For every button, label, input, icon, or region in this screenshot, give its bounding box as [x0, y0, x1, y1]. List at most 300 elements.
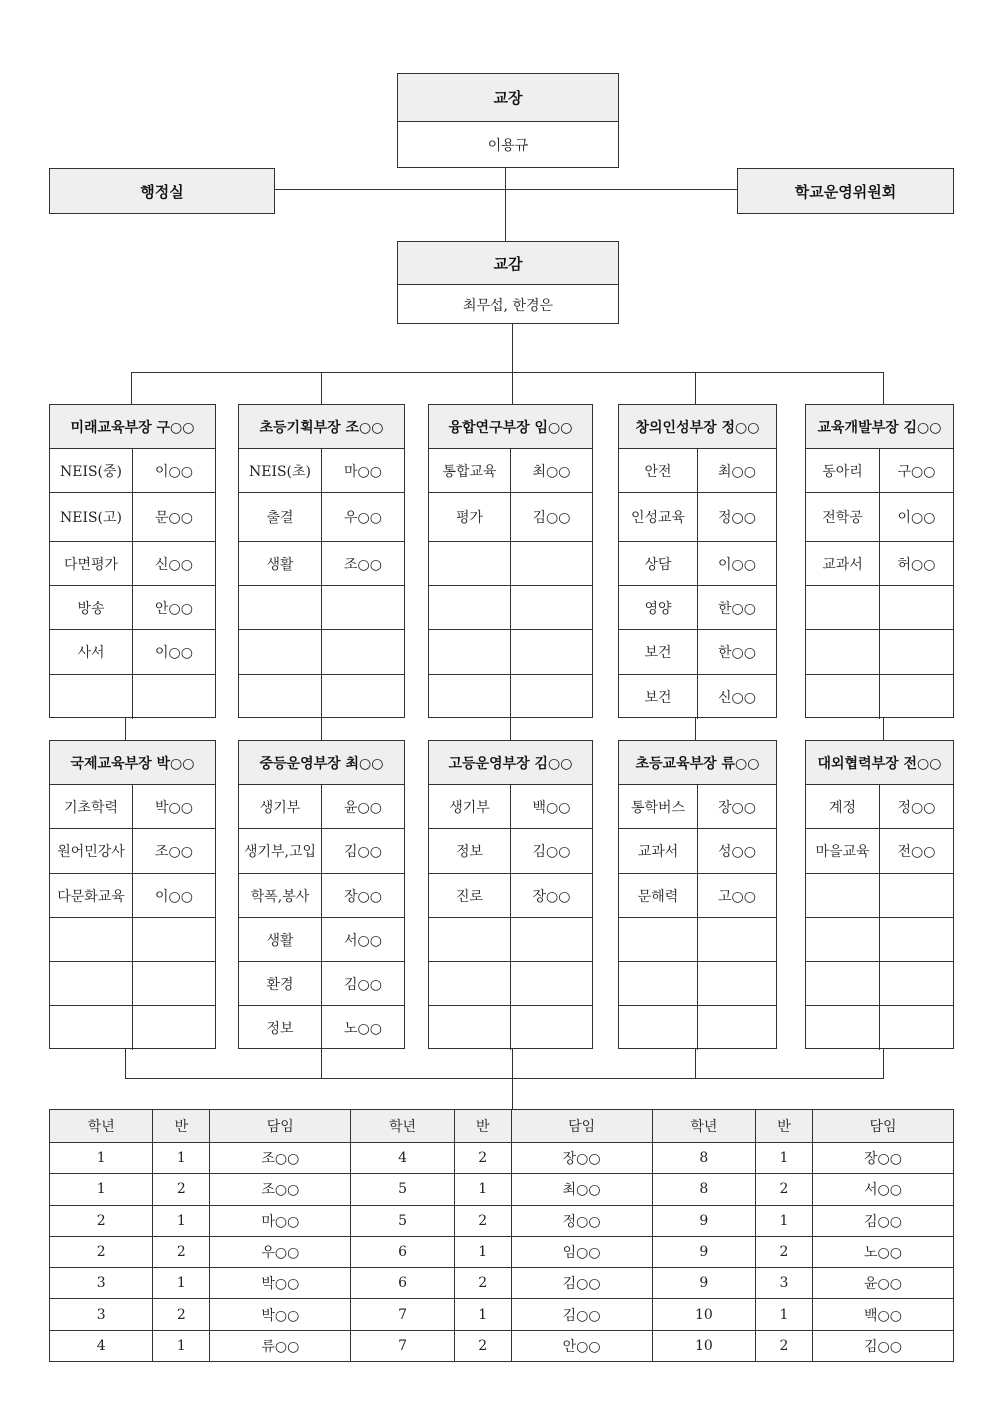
vice-principal-names: 최무섭, 한경은 — [462, 297, 554, 314]
duty-name — [50, 962, 133, 1005]
department-row — [619, 1006, 776, 1050]
department-row — [239, 918, 404, 962]
department-title: 초등교육부장 류○○ — [619, 741, 776, 785]
table-cell: 1 — [756, 1205, 813, 1236]
duty-name: 통학버스 — [619, 785, 698, 828]
connector-drop-2 — [321, 372, 322, 405]
department-box — [49, 404, 216, 718]
table-cell: 10 — [652, 1299, 755, 1330]
duty-name: NEIS(고) — [50, 493, 133, 541]
table-cell: 1 — [153, 1205, 210, 1236]
duty-name: 사서 — [50, 630, 133, 674]
department-box — [49, 740, 216, 1049]
connector-mid-1 — [125, 717, 126, 741]
duty-name: 인성교육 — [619, 493, 698, 541]
staff-name: 최○○ — [532, 463, 571, 480]
department-row — [239, 542, 404, 586]
duty-name: 상담 — [619, 542, 698, 585]
staff-name: 고○○ — [718, 888, 756, 905]
staff-name — [698, 1006, 776, 1050]
staff-name: 이○○ — [718, 556, 756, 573]
department-row — [806, 675, 953, 719]
vice-principal-box — [397, 241, 619, 324]
table-header-cell: 반 — [454, 1110, 511, 1143]
table-cell: 2 — [454, 1205, 511, 1236]
staff-name — [880, 675, 953, 719]
connector-departments-bar — [131, 372, 884, 373]
duty-name: NEIS(중) — [50, 449, 133, 492]
staff-name: 장○○ — [532, 888, 571, 905]
department-row — [806, 829, 953, 874]
table-header-cell: 학년 — [652, 1110, 755, 1143]
duty-name: 통합교육 — [429, 449, 511, 492]
table-cell: 1 — [50, 1143, 153, 1174]
connector-drop-3 — [512, 372, 513, 405]
department-row — [50, 874, 215, 918]
duty-name: 학폭,봉사 — [239, 874, 322, 917]
department-row — [239, 675, 404, 719]
department-row — [50, 962, 215, 1006]
department-box — [805, 740, 954, 1049]
department-row — [50, 630, 215, 675]
staff-name — [511, 542, 592, 585]
staff-name — [133, 918, 215, 961]
department-box — [428, 740, 593, 1049]
table-cell: 2 — [756, 1236, 813, 1267]
staff-name — [322, 630, 404, 674]
staff-name: 장○○ — [718, 799, 756, 816]
table-row — [50, 1299, 954, 1330]
table-cell: 2 — [454, 1330, 511, 1361]
department-row — [806, 493, 953, 542]
department-row — [429, 1006, 592, 1050]
staff-name — [133, 962, 215, 1005]
staff-name: 한○○ — [718, 600, 756, 617]
duty-name: 생기부 — [239, 785, 322, 828]
connector-bot-2 — [321, 1048, 322, 1079]
department-row — [619, 962, 776, 1006]
principal-name: 이용규 — [487, 138, 529, 154]
duty-name — [239, 675, 322, 719]
table-cell: 백○○ — [812, 1299, 953, 1330]
table-cell: 김○○ — [812, 1205, 953, 1236]
table-row — [50, 1143, 954, 1174]
table-cell: 1 — [153, 1330, 210, 1361]
duty-name — [619, 918, 698, 961]
department-row — [429, 586, 592, 630]
department-row — [429, 493, 592, 542]
table-cell: 8 — [652, 1143, 755, 1174]
duty-name — [429, 962, 511, 1005]
department-box — [238, 404, 405, 718]
table-cell: 9 — [652, 1205, 755, 1236]
department-row — [429, 542, 592, 586]
department-box — [618, 740, 777, 1049]
staff-name: 한○○ — [718, 645, 756, 661]
department-row — [429, 962, 592, 1006]
duty-name: 문해력 — [619, 874, 698, 917]
department-row — [806, 918, 953, 962]
table-cell: 조○○ — [210, 1143, 351, 1174]
staff-name: 최○○ — [718, 463, 756, 480]
staff-name — [880, 918, 953, 961]
duty-name: 전학공 — [806, 493, 880, 541]
duty-name — [429, 586, 511, 629]
department-row — [429, 918, 592, 962]
table-cell: 9 — [652, 1268, 755, 1299]
staff-name: 윤○○ — [344, 799, 382, 816]
table-cell: 1 — [756, 1143, 813, 1174]
duty-name — [429, 630, 511, 674]
department-row — [239, 785, 404, 829]
duty-name: 마을교육 — [806, 829, 880, 873]
staff-name: 조○○ — [344, 556, 382, 573]
duty-name — [50, 918, 133, 961]
table-header-cell: 반 — [153, 1110, 210, 1143]
connector-mid-2 — [321, 717, 322, 741]
staff-name: 서○○ — [344, 932, 382, 949]
table-cell: 5 — [351, 1205, 454, 1236]
department-title: 미래교육부장 구○○ — [50, 405, 215, 449]
table-cell: 3 — [50, 1299, 153, 1330]
table-cell: 최○○ — [511, 1174, 652, 1205]
department-row — [50, 449, 215, 493]
table-header-cell: 담임 — [511, 1110, 652, 1143]
department-row — [50, 918, 215, 962]
staff-name: 백○○ — [532, 799, 571, 816]
table-cell: 2 — [50, 1205, 153, 1236]
duty-name: 정보 — [239, 1006, 322, 1050]
duty-name: 생기부,고입 — [239, 829, 322, 873]
table-row — [50, 1174, 954, 1205]
table-header-cell: 담임 — [210, 1110, 351, 1143]
staff-name: 김○○ — [344, 844, 382, 860]
duty-name: 기초학력 — [50, 785, 133, 828]
department-row — [239, 586, 404, 630]
staff-name — [511, 675, 592, 719]
connector-admin-committee — [274, 189, 738, 190]
duty-name: 다면평가 — [50, 542, 133, 585]
table-cell: 2 — [153, 1299, 210, 1330]
connector-bot-4 — [695, 1048, 696, 1079]
staff-name: 박○○ — [155, 799, 193, 816]
staff-name: 허○○ — [897, 556, 936, 573]
duty-name: NEIS(초) — [239, 449, 322, 492]
staff-name: 정○○ — [897, 799, 936, 816]
table-cell: 노○○ — [812, 1236, 953, 1267]
staff-name: 장○○ — [344, 888, 382, 905]
table-cell: 김○○ — [812, 1330, 953, 1361]
duty-name: 다문화교육 — [50, 874, 133, 917]
table-cell: 4 — [50, 1330, 153, 1361]
table-cell: 1 — [454, 1236, 511, 1267]
duty-name — [806, 874, 880, 917]
principal-title: 교장 — [398, 74, 618, 122]
table-header-cell: 담임 — [812, 1110, 953, 1143]
staff-name: 노○○ — [344, 1021, 382, 1037]
department-row — [619, 493, 776, 542]
department-row — [619, 586, 776, 630]
table-cell: 2 — [756, 1174, 813, 1205]
table-cell: 박○○ — [210, 1268, 351, 1299]
department-title: 융합연구부장 임○○ — [429, 405, 592, 449]
duty-name — [619, 1006, 698, 1050]
staff-name — [322, 675, 404, 719]
department-row — [806, 874, 953, 918]
staff-name: 김○○ — [344, 976, 382, 993]
connector-drop-1 — [131, 372, 132, 405]
table-cell: 서○○ — [812, 1174, 953, 1205]
duty-name: 동아리 — [806, 449, 880, 492]
department-title: 창의인성부장 정○○ — [619, 405, 776, 449]
duty-name: 정보 — [429, 829, 511, 873]
department-row — [619, 630, 776, 675]
table-cell: 2 — [153, 1174, 210, 1205]
table-cell: 9 — [652, 1236, 755, 1267]
connector-mid-5 — [883, 717, 884, 741]
department-row — [806, 785, 953, 829]
staff-name: 이○○ — [155, 888, 193, 905]
department-row — [806, 630, 953, 675]
department-row — [806, 962, 953, 1006]
department-row — [50, 493, 215, 542]
duty-name — [806, 630, 880, 674]
department-row — [239, 449, 404, 493]
duty-name: 생활 — [239, 542, 322, 585]
connector-mid-4 — [695, 717, 696, 741]
table-cell: 7 — [351, 1330, 454, 1361]
table-cell: 장○○ — [511, 1143, 652, 1174]
duty-name: 출결 — [239, 493, 322, 541]
staff-name: 김○○ — [532, 510, 571, 526]
department-title: 중등운영부장 최○○ — [239, 741, 404, 785]
staff-name: 구○○ — [897, 463, 936, 480]
table-cell: 1 — [454, 1174, 511, 1205]
duty-name — [806, 962, 880, 1005]
department-row — [619, 675, 776, 719]
department-row — [239, 630, 404, 675]
staff-name — [133, 1006, 215, 1050]
department-box — [618, 404, 777, 718]
duty-name: 영양 — [619, 586, 698, 629]
duty-name: 안전 — [619, 449, 698, 492]
connector-drop-5 — [883, 372, 884, 405]
department-row — [429, 829, 592, 874]
table-row — [50, 1268, 954, 1299]
table-cell: 1 — [153, 1268, 210, 1299]
duty-name — [806, 918, 880, 961]
duty-name: 보건 — [619, 630, 698, 674]
department-row — [50, 675, 215, 719]
connector-vice-departments — [512, 323, 513, 373]
duty-name — [50, 1006, 133, 1050]
duty-name: 생활 — [239, 918, 322, 961]
staff-name: 김○○ — [532, 844, 571, 860]
staff-name: 정○○ — [718, 510, 756, 526]
department-row — [429, 449, 592, 493]
department-row — [429, 785, 592, 829]
duty-name: 교과서 — [619, 829, 698, 873]
table-row — [50, 1330, 954, 1361]
table-cell: 김○○ — [511, 1268, 652, 1299]
duty-name: 생기부 — [429, 785, 511, 828]
department-row — [619, 449, 776, 493]
department-row — [50, 542, 215, 586]
duty-name: 방송 — [50, 586, 133, 629]
staff-name: 이○○ — [155, 463, 193, 480]
table-cell: 8 — [652, 1174, 755, 1205]
staff-name: 신○○ — [718, 690, 756, 706]
department-row — [50, 1006, 215, 1050]
table-cell: 6 — [351, 1236, 454, 1267]
vice-principal-title: 교감 — [398, 242, 618, 285]
staff-name: 안○○ — [155, 600, 193, 617]
staff-name — [511, 962, 592, 1005]
staff-name — [322, 586, 404, 629]
department-title: 초등기획부장 조○○ — [239, 405, 404, 449]
duty-name — [429, 542, 511, 585]
connector-mid-3 — [510, 717, 511, 741]
table-cell: 1 — [756, 1299, 813, 1330]
staff-name — [511, 1006, 592, 1050]
table-cell: 마○○ — [210, 1205, 351, 1236]
duty-name — [50, 675, 133, 719]
table-cell: 1 — [153, 1143, 210, 1174]
table-row — [50, 1205, 954, 1236]
table-cell: 2 — [454, 1143, 511, 1174]
staff-name: 우○○ — [344, 510, 382, 526]
table-cell: 4 — [351, 1143, 454, 1174]
connector-bot-3 — [512, 1048, 513, 1110]
department-row — [619, 542, 776, 586]
department-row — [429, 874, 592, 918]
principal-box — [397, 73, 619, 168]
department-row — [806, 542, 953, 586]
staff-name: 전○○ — [897, 844, 936, 860]
duty-name: 환경 — [239, 962, 322, 1005]
department-row — [429, 630, 592, 675]
duty-name — [239, 630, 322, 674]
connector-bottom-bar — [125, 1078, 884, 1079]
table-cell: 2 — [153, 1236, 210, 1267]
department-row — [619, 918, 776, 962]
connector-bot-5 — [883, 1048, 884, 1079]
staff-name: 신○○ — [155, 556, 193, 573]
table-row — [50, 1236, 954, 1267]
duty-name: 계정 — [806, 785, 880, 828]
staff-name — [133, 675, 215, 719]
table-cell: 2 — [50, 1236, 153, 1267]
class-teacher-table — [49, 1109, 954, 1362]
department-row — [239, 1006, 404, 1050]
admin-office-box: 행정실 — [49, 168, 275, 214]
staff-name — [698, 962, 776, 1005]
table-cell: 1 — [50, 1174, 153, 1205]
table-cell: 6 — [351, 1268, 454, 1299]
department-row — [239, 962, 404, 1006]
table-header-cell: 반 — [756, 1110, 813, 1143]
department-row — [50, 829, 215, 874]
table-cell: 2 — [454, 1268, 511, 1299]
staff-name — [880, 962, 953, 1005]
duty-name — [429, 1006, 511, 1050]
department-row — [619, 829, 776, 874]
duty-name: 진로 — [429, 874, 511, 917]
staff-name — [511, 630, 592, 674]
staff-name — [880, 1006, 953, 1050]
connector-principal-vice — [505, 167, 506, 242]
department-row — [50, 785, 215, 829]
department-title: 국제교육부장 박○○ — [50, 741, 215, 785]
table-cell: 7 — [351, 1299, 454, 1330]
table-cell: 3 — [50, 1268, 153, 1299]
table-header-cell: 학년 — [50, 1110, 153, 1143]
table-cell: 조○○ — [210, 1174, 351, 1205]
connector-drop-4 — [695, 372, 696, 405]
table-cell: 2 — [756, 1330, 813, 1361]
duty-name — [429, 918, 511, 961]
duty-name — [806, 675, 880, 719]
staff-name: 마○○ — [344, 463, 382, 480]
department-row — [239, 493, 404, 542]
table-cell: 1 — [454, 1299, 511, 1330]
staff-name — [880, 874, 953, 917]
staff-name — [880, 630, 953, 674]
table-cell: 10 — [652, 1330, 755, 1361]
department-row — [806, 1006, 953, 1050]
duty-name: 교과서 — [806, 542, 880, 585]
table-cell: 우○○ — [210, 1236, 351, 1267]
staff-name — [511, 586, 592, 629]
department-box — [428, 404, 593, 718]
table-cell: 박○○ — [210, 1299, 351, 1330]
staff-name: 조○○ — [155, 844, 193, 860]
table-cell: 장○○ — [812, 1143, 953, 1174]
department-title: 교육개발부장 김○○ — [806, 405, 953, 449]
department-row — [429, 675, 592, 719]
table-cell: 류○○ — [210, 1330, 351, 1361]
duty-name — [619, 962, 698, 1005]
duty-name: 평가 — [429, 493, 511, 541]
department-row — [239, 829, 404, 874]
department-row — [239, 874, 404, 918]
staff-name — [698, 918, 776, 961]
department-row — [806, 449, 953, 493]
staff-name: 문○○ — [155, 510, 193, 526]
table-cell: 3 — [756, 1268, 813, 1299]
table-cell: 김○○ — [511, 1299, 652, 1330]
staff-name — [511, 918, 592, 961]
table-cell: 임○○ — [511, 1236, 652, 1267]
duty-name: 보건 — [619, 675, 698, 719]
table-header-cell: 학년 — [351, 1110, 454, 1143]
school-committee-box: 학교운영위원회 — [737, 168, 954, 214]
table-cell: 윤○○ — [812, 1268, 953, 1299]
department-title: 대외협력부장 전○○ — [806, 741, 953, 785]
duty-name — [239, 586, 322, 629]
department-box — [805, 404, 954, 718]
connector-bot-1 — [125, 1048, 126, 1079]
duty-name: 원어민강사 — [50, 829, 133, 873]
department-row — [619, 874, 776, 918]
duty-name — [429, 675, 511, 719]
staff-name: 성○○ — [718, 844, 756, 860]
staff-name: 이○○ — [897, 510, 936, 526]
department-title: 고등운영부장 김○○ — [429, 741, 592, 785]
staff-name — [880, 586, 953, 629]
table-cell: 5 — [351, 1174, 454, 1205]
department-row — [806, 586, 953, 630]
